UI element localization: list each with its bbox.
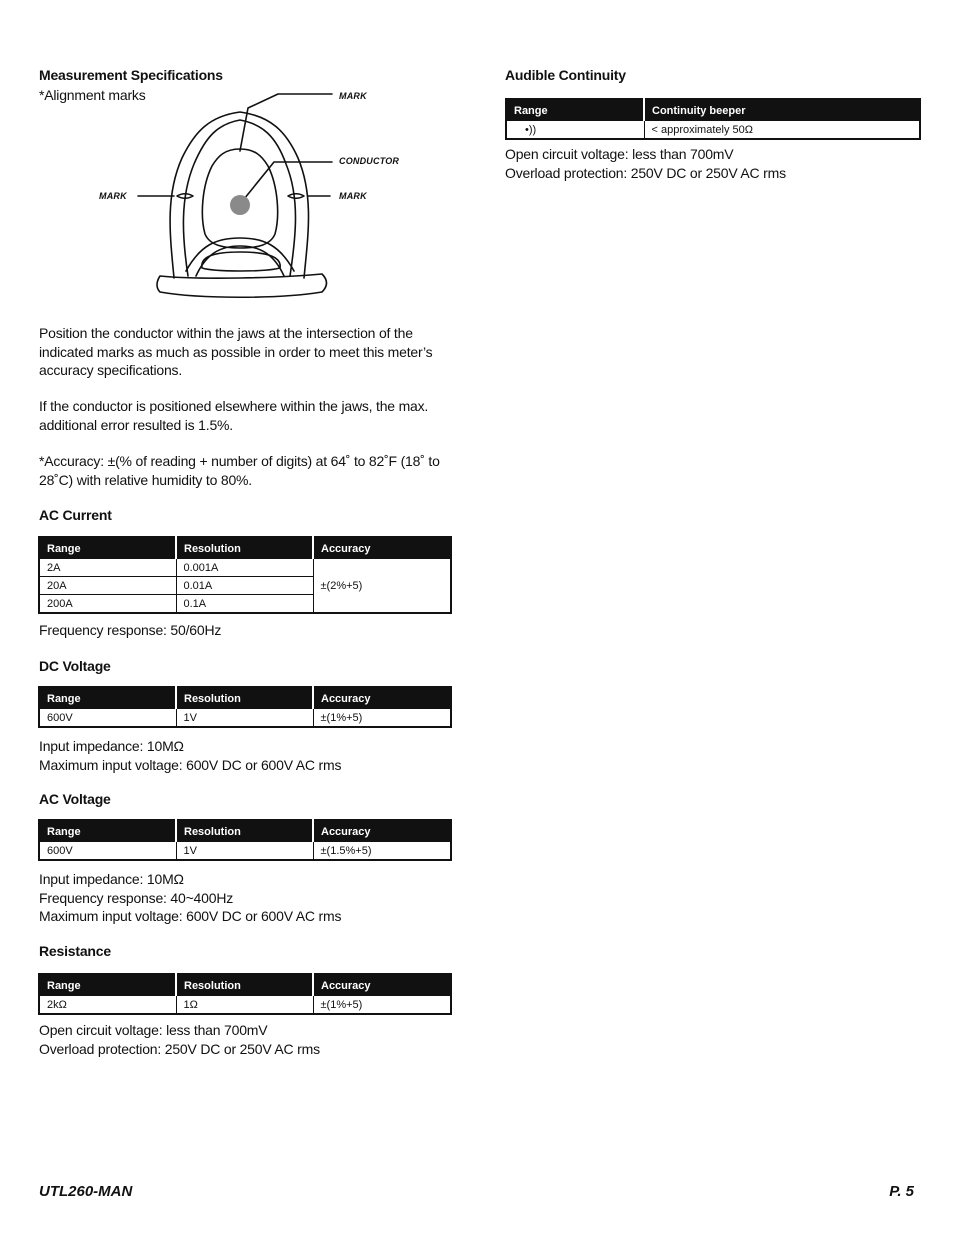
resolution-header: Resolution (176, 974, 313, 996)
accuracy-header: Accuracy (313, 537, 451, 559)
max-input-voltage-note: Maximum input voltage: 600V DC or 600V AC rms (39, 908, 342, 924)
resolution-cell: 1Ω (176, 996, 313, 1015)
dc-voltage-notes (39, 737, 341, 774)
mark-top-label: MARK (339, 91, 367, 101)
range-cell: 2A (39, 559, 176, 577)
resolution-header: Resolution (176, 537, 313, 559)
table-row (506, 121, 920, 140)
accuracy-note-paragraph: *Accuracy: ±(% of reading + number of digits) at 64˚ to 82˚F (18˚ to 28˚C) with relative humidity to 80%. (39, 453, 440, 488)
alignment-marks-label: *Alignment marks (39, 87, 146, 103)
additional-error-paragraph: If the conductor is positioned elsewhere within the jaws, the max. additional error resulted is 1.5%. (39, 398, 429, 433)
open-circuit-voltage-note: Open circuit voltage: less than 700mV (39, 1022, 268, 1038)
page-number: P. 5 (889, 1183, 914, 1200)
accuracy-cell: ±(1%+5) (313, 709, 451, 728)
table-header-row (39, 537, 451, 559)
resolution-cell: 0.001A (176, 559, 313, 577)
conductor-dot (230, 195, 250, 215)
range-header: Range (506, 99, 644, 121)
mark-top-leader (240, 94, 332, 151)
resolution-header: Resolution (176, 687, 313, 709)
resistance-table (38, 973, 452, 1015)
table-header-row (39, 820, 451, 842)
range-cell: 600V (39, 842, 176, 861)
range-cell: 200A (39, 595, 176, 614)
ac-current-heading: AC Current (39, 507, 112, 523)
range-header: Range (39, 537, 176, 559)
accuracy-header: Accuracy (313, 687, 451, 709)
resolution-header: Resolution (176, 820, 313, 842)
table-row (39, 996, 451, 1015)
dc-voltage-heading: DC Voltage (39, 658, 111, 674)
mark-left-label: MARK (99, 191, 127, 201)
ac-voltage-heading: AC Voltage (39, 791, 111, 807)
accuracy-cell: ±(2%+5) (313, 559, 451, 614)
continuity-notes (505, 145, 786, 182)
accuracy-header: Accuracy (313, 820, 451, 842)
range-cell: 2kΩ (39, 996, 176, 1015)
open-circuit-voltage-note: Open circuit voltage: less than 700mV (505, 146, 734, 162)
resolution-cell: 1V (176, 842, 313, 861)
continuity-heading: Audible Continuity (505, 67, 626, 83)
range-header: Range (39, 974, 176, 996)
accuracy-cell: ±(1.5%+5) (313, 842, 451, 861)
input-impedance-note: Input impedance: 10MΩ (39, 738, 184, 754)
ac-voltage-table (38, 819, 452, 861)
accuracy-header: Accuracy (313, 974, 451, 996)
input-impedance-note: Input impedance: 10MΩ (39, 871, 184, 887)
max-input-voltage-note: Maximum input voltage: 600V DC or 600V AC rms (39, 756, 342, 773)
range-header: Range (39, 820, 176, 842)
resolution-cell: 1V (176, 709, 313, 728)
range-cell: 600V (39, 709, 176, 728)
dc-voltage-table (38, 686, 452, 728)
range-header: Range (39, 687, 176, 709)
table-header-row (506, 99, 920, 121)
resistance-notes (39, 1021, 320, 1058)
range-cell: 20A (39, 577, 176, 595)
conductor-leader (240, 162, 332, 204)
conductor-label: CONDUCTOR (339, 156, 400, 166)
right-mark-symbol (288, 194, 304, 199)
table-row (39, 709, 451, 728)
continuity-table (505, 98, 921, 140)
table-header-row (39, 687, 451, 709)
model-number: UTL260-MAN (39, 1183, 133, 1200)
clamp-jaw-diagram (90, 86, 420, 301)
measurement-heading: Measurement Specifications (39, 67, 223, 83)
beeper-icon: •)) (506, 121, 644, 140)
resistance-heading: Resistance (39, 943, 111, 959)
clamp-base (157, 274, 327, 297)
overload-protection-note: Overload protection: 250V DC or 250V AC rms (39, 1040, 320, 1057)
continuity-beeper-header: Continuity beeper (644, 99, 920, 121)
table-row (39, 842, 451, 861)
overload-protection-note: Overload protection: 250V DC or 250V AC rms (505, 164, 786, 181)
resolution-cell: 0.1A (176, 595, 313, 614)
table-header-row (39, 974, 451, 996)
ac-current-frequency-note: Frequency response: 50/60Hz (39, 622, 222, 638)
threshold-cell: < approximately 50Ω (644, 121, 920, 140)
resolution-cell: 0.01A (176, 577, 313, 595)
positioning-paragraph: Position the conductor within the jaws at the intersection of the indicated marks as much as possible in order to meet this meter’s accuracy specifications. (39, 325, 433, 378)
mark-right-label: MARK (339, 191, 367, 201)
ac-voltage-notes (39, 870, 341, 926)
table-row (39, 559, 451, 577)
frequency-response-note: Frequency response: 40~400Hz (39, 889, 234, 906)
ac-current-table (38, 536, 452, 614)
accuracy-cell: ±(1%+5) (313, 996, 451, 1015)
